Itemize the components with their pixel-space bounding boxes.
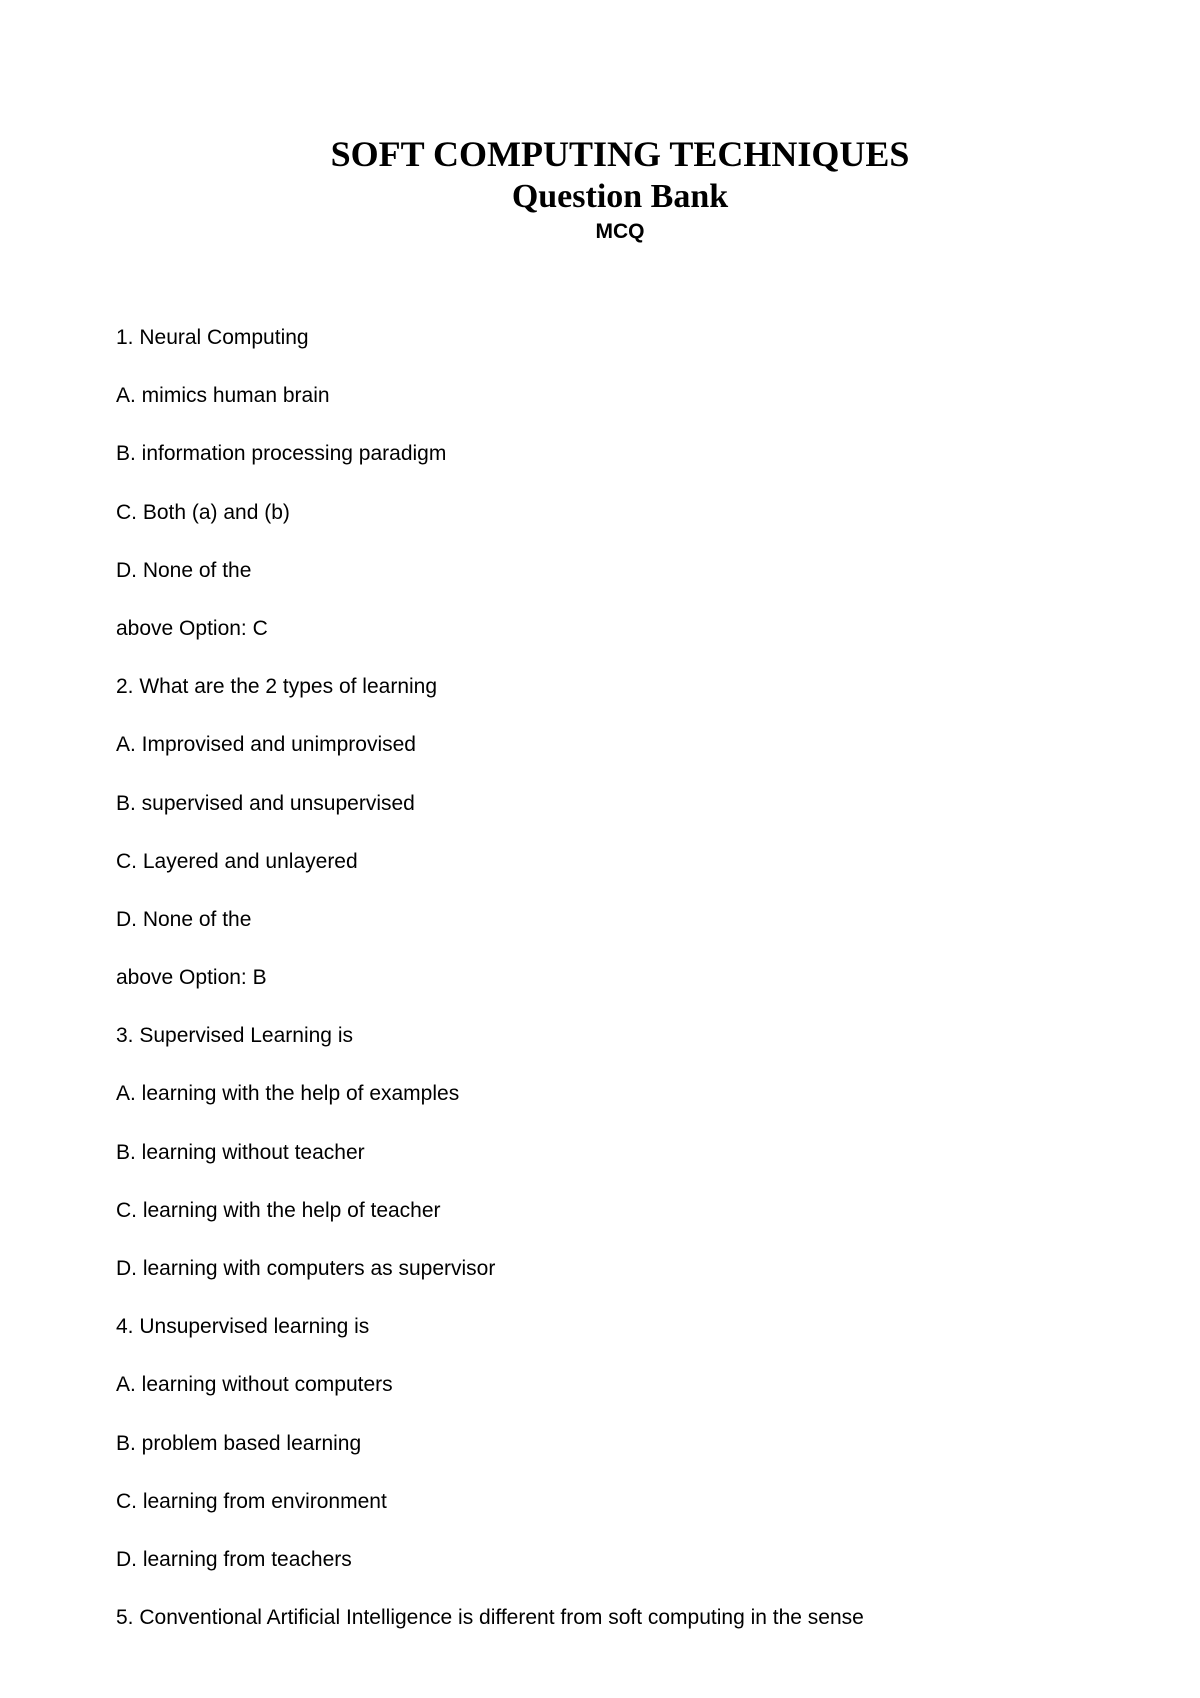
option-line: C. Layered and unlayered [116,849,358,873]
option-line: D. None of the [116,907,252,931]
question-line: 1. Neural Computing [116,326,309,349]
option-line: B. information processing paradigm [116,442,447,466]
answer-line: above Option: B [116,966,267,990]
document-subtitle: Question Bank [511,178,729,215]
question-line: 2. What are the 2 types of learning [116,675,438,699]
question-line: 5. Conventional Artificial Intelligence is different from soft computing in the sense [116,1606,864,1630]
option-line: A. learning without computers [116,1373,393,1397]
option-line: A. learning with the help of examples [116,1082,460,1106]
option-line: D. learning with computers as supervisor [116,1257,496,1280]
option-line: D. None of the [116,558,252,582]
option-line: C. learning from environment [116,1489,387,1513]
question-line: 4. Unsupervised learning is [116,1315,370,1339]
question-line: 3. Supervised Learning is [116,1024,353,1048]
option-line: C. Both (a) and (b) [116,500,290,524]
option-line: A. Improvised and unimprovised [116,733,416,757]
document-title: SOFT COMPUTING TECHNIQUES [330,134,910,174]
option-line: A. mimics human brain [116,384,330,408]
document-header [0,132,1200,246]
option-line: D. learning from teachers [116,1547,352,1571]
option-line: C. learning with the help of teacher [116,1198,441,1222]
section-label: MCQ [595,220,645,243]
option-line: B. supervised and unsupervised [116,791,415,815]
option-line: B. learning without teacher [116,1140,365,1164]
question-list [116,324,1176,1662]
answer-line: above Option: C [116,616,268,640]
option-line: B. problem based learning [116,1431,362,1455]
